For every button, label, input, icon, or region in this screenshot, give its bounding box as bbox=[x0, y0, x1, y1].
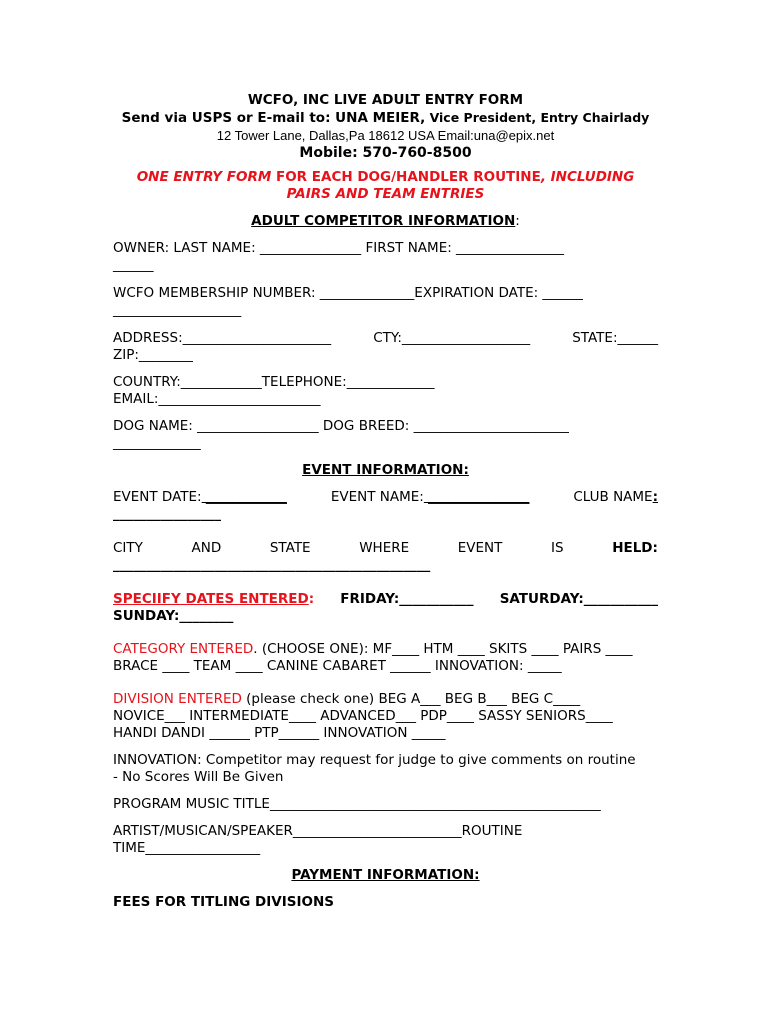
innovation-line: INNOVATION: Competitor may request for judge to give comments on routine bbox=[113, 752, 636, 768]
saturday-label: SATURDAY: bbox=[499, 591, 584, 607]
category-label: CATEGORY ENTERED bbox=[113, 641, 254, 657]
competitor-heading-text: ADULT COMPETITOR INFORMATION bbox=[251, 213, 516, 229]
competitor-heading bbox=[113, 213, 658, 230]
dates-line bbox=[113, 591, 658, 608]
sunday-field bbox=[113, 608, 658, 625]
event-name-label: EVENT NAME: bbox=[330, 489, 424, 505]
dog-line: DOG NAME: __________________ DOG BREED: _______________________ bbox=[113, 418, 569, 434]
state-word: STATE bbox=[269, 540, 311, 556]
division-line-3: HANDI DANDI ______ PTP______ INNOVATION _____ bbox=[113, 725, 446, 741]
membership-line-cont: ___________________ bbox=[113, 302, 242, 318]
event-line bbox=[113, 489, 658, 506]
event-name-blank: _______________ bbox=[423, 489, 530, 505]
division-options: (please check one) BEG A___ BEG B___ BEG C____ bbox=[241, 691, 581, 707]
innovation-line-cont: - No Scores Will Be Given bbox=[113, 769, 284, 785]
email-field: EMAIL:________________________ bbox=[113, 391, 321, 407]
division-line bbox=[113, 691, 658, 708]
and-word: AND bbox=[191, 540, 222, 556]
city-field: CTY:___________________ bbox=[373, 330, 531, 346]
is-word: IS bbox=[551, 540, 564, 556]
zip-field: ZIP:________ bbox=[113, 347, 193, 363]
entry-form bbox=[113, 92, 658, 911]
event-line-cont: ________________ bbox=[113, 506, 221, 522]
club-name-field bbox=[573, 489, 658, 506]
dates-label-group bbox=[113, 591, 314, 608]
sunday-blank: ________ bbox=[179, 608, 234, 624]
division-label: DIVISION ENTERED bbox=[113, 691, 242, 707]
event-date-blank: ____________ bbox=[201, 489, 287, 505]
saturday-field bbox=[500, 591, 658, 608]
time-line: TIME_________________ bbox=[113, 840, 261, 856]
vp-title: Vice President, Entry Chairlady bbox=[429, 110, 650, 125]
event-name-field bbox=[331, 489, 530, 506]
competitor-heading-colon: : bbox=[515, 213, 520, 229]
owner-line-cont: ______ bbox=[113, 257, 154, 273]
country-telephone-line: COUNTRY:____________TELEPHONE:_____________ bbox=[113, 374, 435, 390]
friday-blank: ___________ bbox=[399, 591, 474, 607]
payment-heading-text: PAYMENT INFORMATION: bbox=[291, 867, 480, 883]
mobile-number: Mobile: 570-760-8500 bbox=[299, 145, 472, 161]
friday-label: FRIDAY: bbox=[340, 591, 400, 607]
fees-heading: FEES FOR TITLING DIVISIONS bbox=[113, 894, 334, 910]
event-date-field bbox=[113, 489, 287, 506]
city-state-blank: _______________________________________________ bbox=[113, 557, 431, 573]
artist-line: ARTIST/MUSICAN/SPEAKER_________________________ROUTINE bbox=[113, 823, 523, 839]
send-instruction: Send via USPS or E-mail to: UNA MEIER, bbox=[121, 110, 426, 126]
address-line bbox=[113, 330, 658, 347]
category-options: . (CHOOSE ONE): MF____ HTM ____ SKITS ____ PAIRS ____ bbox=[253, 641, 633, 657]
event-heading-text: EVENT INFORMATION: bbox=[302, 462, 469, 478]
event-word: EVENT bbox=[457, 540, 503, 556]
address-field: ADDRESS:______________________ bbox=[113, 330, 332, 346]
club-name-colon: : bbox=[652, 489, 658, 505]
dates-colon: : bbox=[308, 591, 315, 607]
entry-notice bbox=[113, 169, 658, 203]
notice-line2: PAIRS AND TEAM ENTRIES bbox=[286, 186, 485, 202]
payment-heading bbox=[113, 867, 658, 884]
division-line-2: NOVICE___ INTERMEDIATE____ ADVANCED___ PDP____ SASSY SENIORS____ bbox=[113, 708, 613, 724]
friday-field bbox=[340, 591, 473, 608]
dates-label: SPECIIFY DATES ENTERED bbox=[113, 591, 309, 607]
held-word: HELD: bbox=[612, 540, 658, 556]
music-title-line: PROGRAM MUSIC TITLE_________________________________________________ bbox=[113, 796, 601, 812]
sunday-label: SUNDAY: bbox=[113, 608, 180, 624]
state-field: STATE:______ bbox=[572, 330, 658, 346]
event-date-label: EVENT DATE: bbox=[113, 489, 202, 505]
send-line bbox=[113, 109, 658, 127]
where-word: WHERE bbox=[359, 540, 410, 556]
club-name-label: CLUB NAME bbox=[573, 489, 653, 505]
category-line bbox=[113, 641, 658, 658]
notice-part2: FOR EACH DOG/HANDLER ROUTINE bbox=[271, 169, 541, 185]
owner-line: OWNER: LAST NAME: _______________ FIRST NAME: ________________ bbox=[113, 240, 565, 256]
dog-line-cont: _____________ bbox=[113, 435, 201, 451]
saturday-blank: ___________ bbox=[583, 591, 658, 607]
notice-part3: , INCLUDING bbox=[540, 169, 635, 185]
form-title: WCFO, INC LIVE ADULT ENTRY FORM bbox=[247, 92, 524, 108]
notice-part1: ONE ENTRY FORM bbox=[136, 169, 272, 185]
city-state-line bbox=[113, 540, 658, 557]
event-heading bbox=[113, 462, 658, 479]
category-line-cont: BRACE ____ TEAM ____ CANINE CABARET ______ INNOVATION: _____ bbox=[113, 658, 562, 674]
mailing-address: 12 Tower Lane, Dallas,Pa 18612 USA Email:una@epix.net bbox=[216, 128, 555, 143]
membership-line: WCFO MEMBERSHIP NUMBER: ______________EXPIRATION DATE: ______ bbox=[113, 285, 583, 301]
city-word: CITY bbox=[113, 540, 143, 556]
